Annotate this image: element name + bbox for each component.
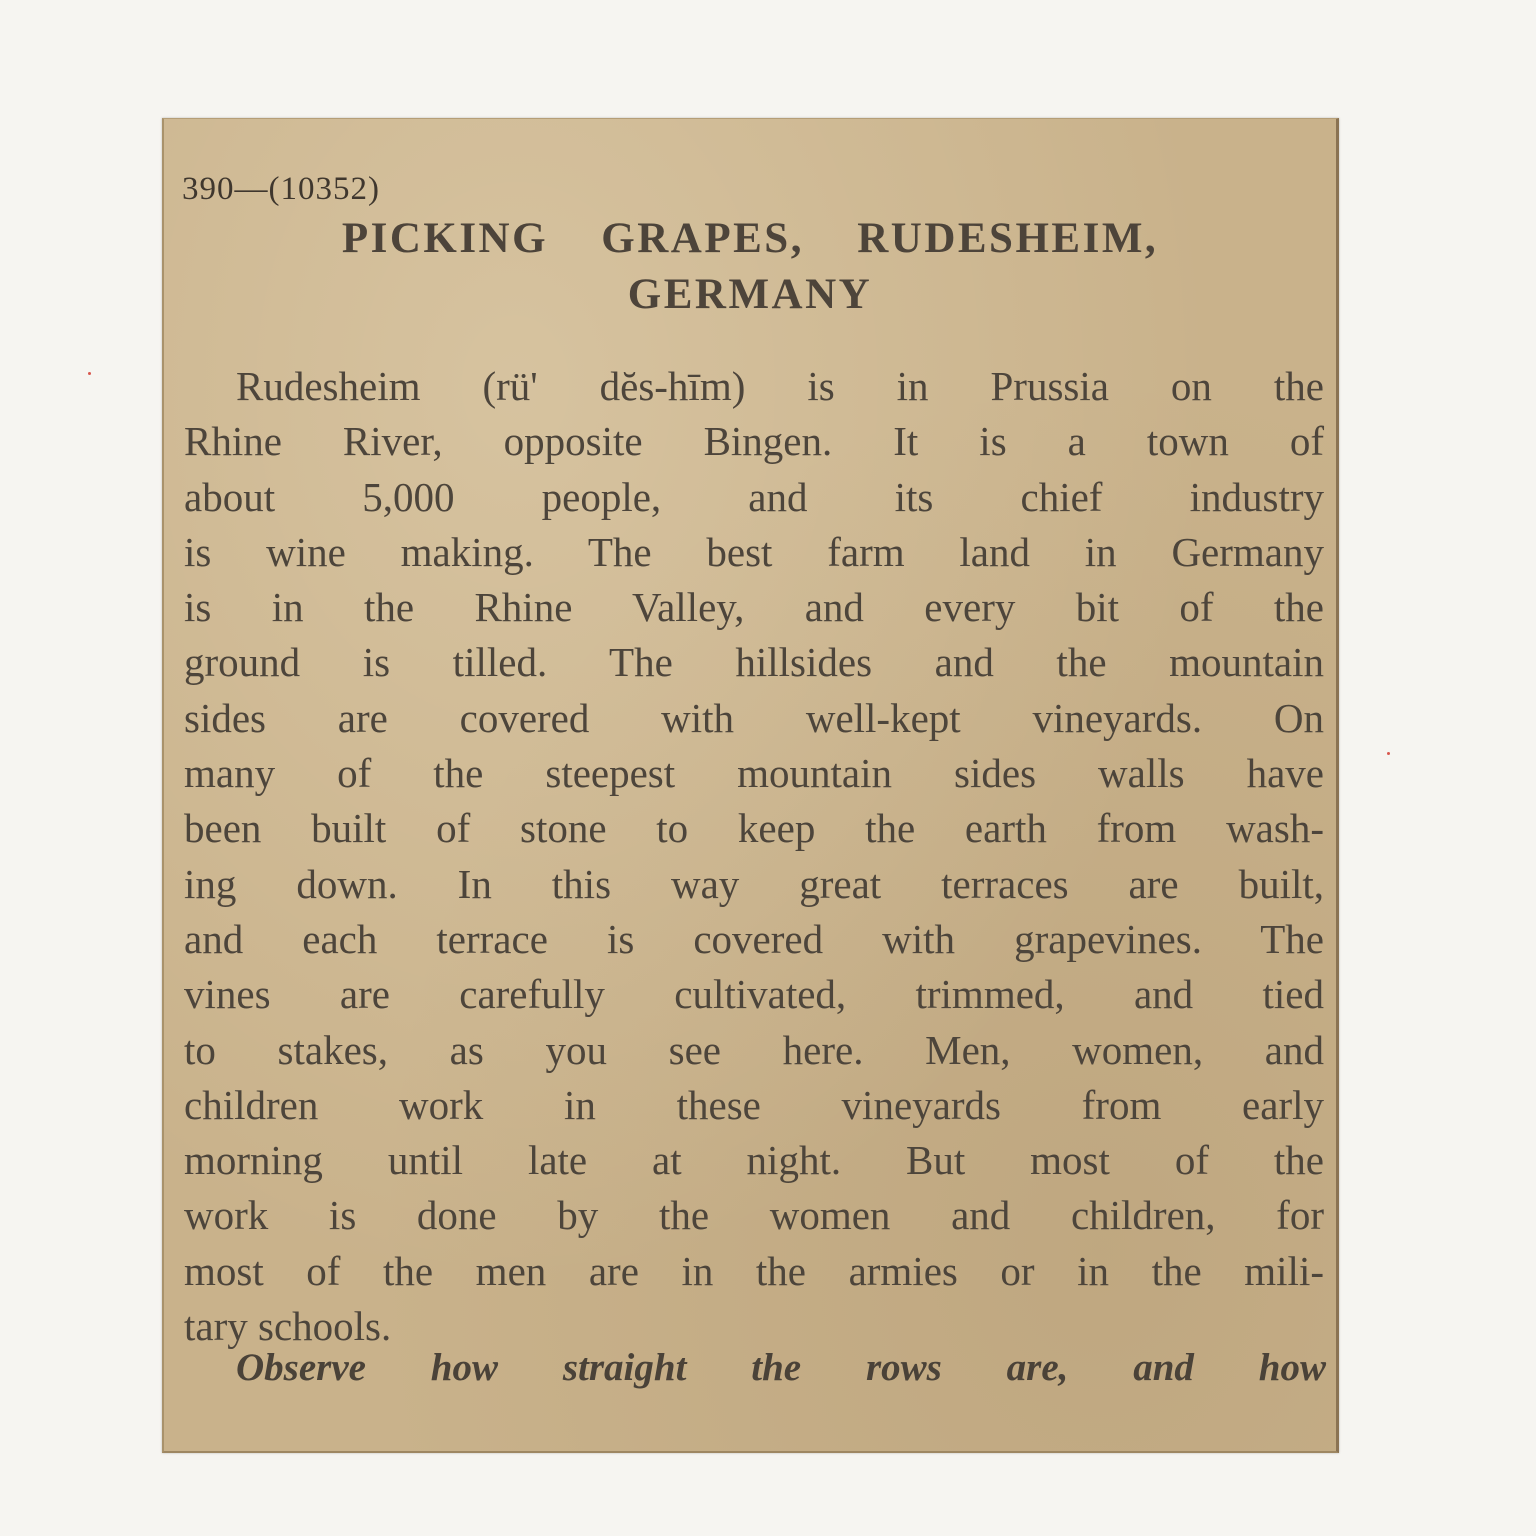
body-line: ing down. In this way great terraces are built, [184,860,1324,907]
body-line: many of the steepest mountain sides walls have [184,750,1324,797]
body-line: and each terrace is covered with grapevines. The [184,915,1324,962]
body-line: most of the men are in the armies or in the mili- [184,1247,1324,1294]
body-line: sides are covered with well-kept vineyards. On [184,694,1324,741]
body-line: been built of stone to keep the earth from wash- [184,805,1324,852]
body-line: to stakes, as you see here. Men, women, and [184,1026,1324,1073]
body-line: morning until late at night. But most of the [184,1137,1324,1184]
body-line: is wine making. The best farm land in Germany [184,528,1324,575]
card-title-line: PICKING GRAPES, RUDESHEIM, [341,215,1159,262]
card-title-line: GERMANY [627,271,873,318]
body-line: children work in these vineyards from early [184,1081,1324,1128]
card-number: 390—(10352) [182,171,380,207]
body-line: about 5,000 people, and its chief industry [184,473,1324,520]
scan-speck [1387,752,1390,755]
stereo-card-back [162,118,1339,1453]
card-body-text [184,359,1324,1354]
body-line: tary schools. [184,1303,392,1350]
body-line: Rudesheim (rü' dĕs-hīm) is in Prussia on the [236,363,1324,409]
body-line: vines are carefully cultivated, trimmed, and tied [184,971,1324,1018]
body-line: is in the Rhine Valley, and every bit of the [184,584,1324,631]
card-footer-italic: Observe how straight the rows are, and how [236,1346,1326,1389]
body-line: ground is tilled. The hillsides and the mountain [184,639,1324,686]
scan-speck [88,372,91,375]
body-line: Rhine River, opposite Bingen. It is a town of [184,418,1324,465]
card-title [204,211,1296,323]
body-line: work is done by the women and children, for [184,1192,1324,1239]
